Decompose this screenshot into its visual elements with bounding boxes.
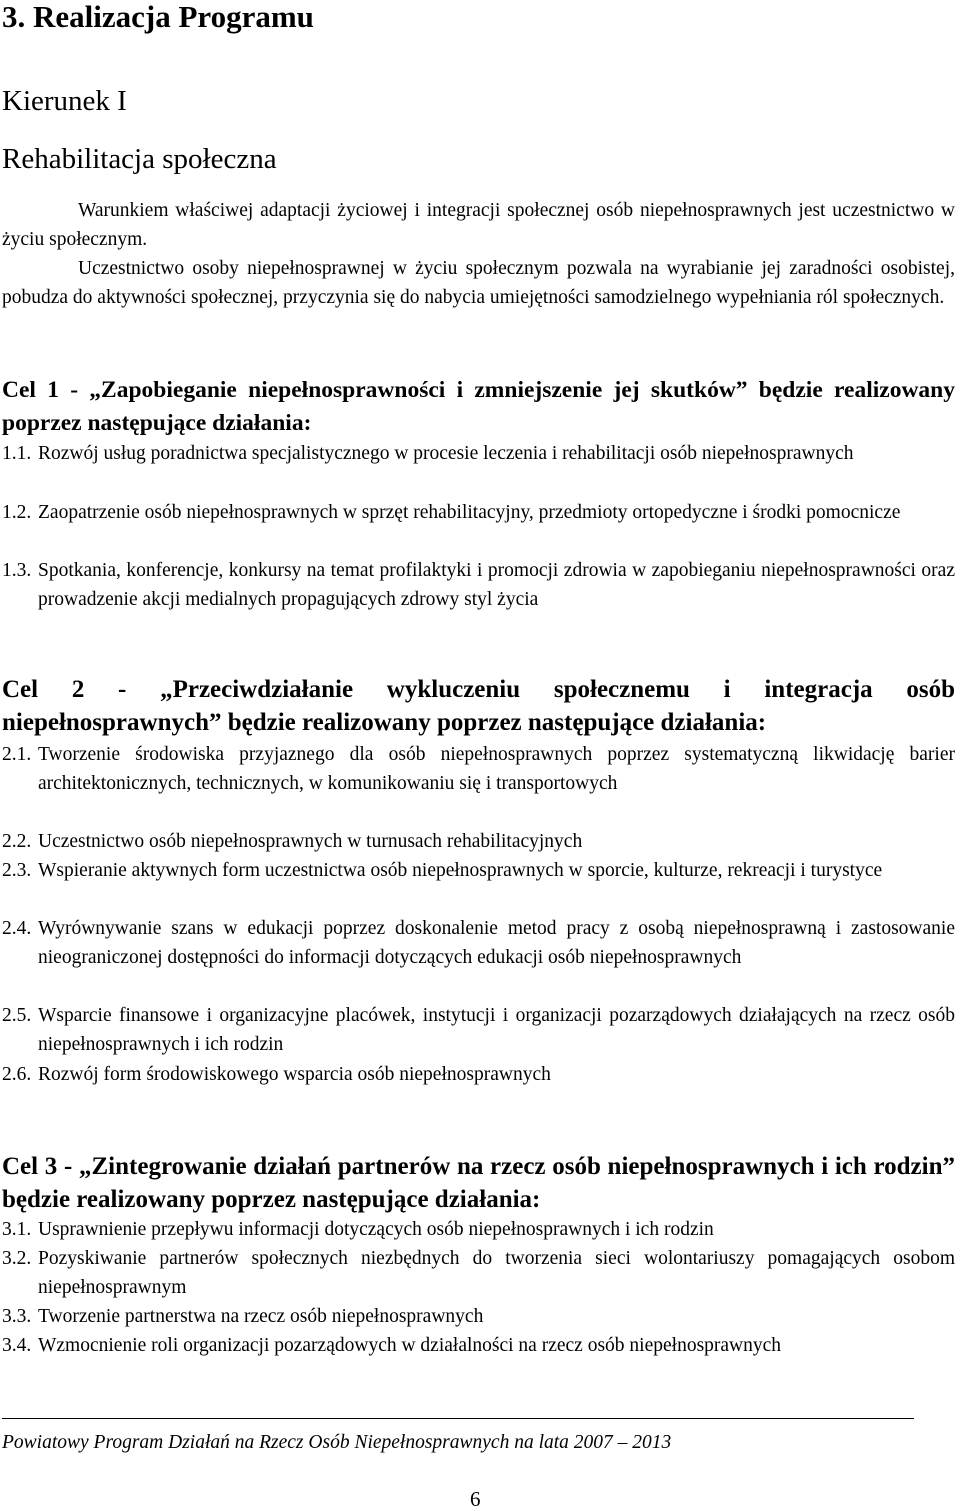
list-item: [2, 1244, 955, 1302]
list-item: [2, 1302, 955, 1331]
list-item: [2, 1215, 955, 1244]
list-item: [2, 914, 955, 972]
item-number: 1.2.: [2, 502, 32, 523]
goal-1-heading: Cel 1 - „Zapobieganie niepełnosprawności i zmniejszenie jej skutków” będzie realizowany poprzez następujące działania:: [2, 377, 955, 436]
item-text: Wsparcie finansowe i organizacyjne placówek, instytucji i organizacji pozarządowych działających na rzecz osób niepełnosprawnych i ich rodzin: [38, 1005, 955, 1055]
item-number: 1.3.: [2, 560, 32, 581]
page-number: 6: [470, 1487, 481, 1511]
list-item: [2, 556, 955, 614]
item-number: 2.4.: [2, 918, 32, 939]
footer-text: Powiatowy Program Działań na Rzecz Osób Niepełnosprawnych na lata 2007 – 2013: [2, 1432, 672, 1453]
item-number: 2.3.: [2, 860, 32, 881]
item-text: Uczestnictwo osób niepełnosprawnych w turnusach rehabilitacyjnych: [38, 831, 583, 852]
item-text: Wspieranie aktywnych form uczestnictwa osób niepełnosprawnych w sporcie, kulturze, rekreacji i turystyce: [38, 860, 883, 881]
item-text: Usprawnienie przepływu informacji dotyczących osób niepełnosprawnych i ich rodzin: [38, 1219, 714, 1240]
item-number: 2.2.: [2, 831, 32, 852]
list-item: [2, 498, 955, 527]
item-text: Rozwój form środowiskowego wsparcia osób niepełnosprawnych: [38, 1064, 551, 1085]
section-title: 3. Realizacja Programu: [2, 0, 314, 34]
list-item: [2, 827, 955, 856]
subtitle-heading: Rehabilitacja społeczna: [2, 143, 277, 175]
footer-divider: [2, 1418, 914, 1419]
list-item: [2, 740, 955, 798]
intro-paragraph-2: Uczestnictwo osoby niepełnosprawnej w życiu społecznym pozwala na wyrabianie jej zaradności osobistej, pobudza do aktywności społecznej, przyczynia się do nabycia umiejętności samodzielnego wypełniania ról społecznych.: [2, 258, 955, 308]
item-text: Pozyskiwanie partnerów społecznych niezbędnych do tworzenia sieci wolontariuszy pomagających osobom niepełnosprawnym: [38, 1248, 955, 1298]
item-number: 3.4.: [2, 1335, 32, 1356]
item-number: 2.6.: [2, 1064, 32, 1085]
item-number: 3.1.: [2, 1219, 32, 1240]
direction-heading: Kierunek I: [2, 85, 127, 117]
item-number: 3.3.: [2, 1306, 32, 1327]
list-item: [2, 439, 955, 468]
goal-3-heading: Cel 3 - „Zintegrowanie działań partnerów na rzecz osób niepełnosprawnych i ich rodzin” będzie realizowany poprzez następujące działania:: [2, 1153, 955, 1213]
list-item: [2, 1001, 955, 1059]
item-text: Tworzenie środowiska przyjaznego dla osób niepełnosprawnych poprzez systematyczną likwidację barier architektonicznych, technicznych, w komunikowaniu się i transportowych: [38, 744, 955, 794]
item-number: 2.1.: [2, 744, 32, 765]
list-item: [2, 856, 955, 885]
goal-2-heading: Cel 2 - „Przeciwdziałanie wykluczeniu społecznemu i integracja osób niepełnosprawnych” będzie realizowany poprzez następujące działania:: [2, 676, 955, 736]
item-text: Spotkania, konferencje, konkursy na temat profilaktyki i promocji zdrowia w zapobieganiu niepełnosprawności oraz prowadzenie akcji medialnych propagujących zdrowy styl życia: [38, 560, 955, 610]
intro-paragraph-1: Warunkiem właściwej adaptacji życiowej i integracji społecznej osób niepełnosprawnych jest uczestnictwo w życiu społecznym.: [2, 200, 955, 250]
item-text: Wzmocnienie roli organizacji pozarządowych w działalności na rzecz osób niepełnosprawnych: [38, 1335, 782, 1356]
item-number: 2.5.: [2, 1005, 32, 1026]
item-text: Tworzenie partnerstwa na rzecz osób niepełnosprawnych: [38, 1306, 484, 1327]
item-number: 1.1.: [2, 443, 32, 464]
item-text: Wyrównywanie szans w edukacji poprzez doskonalenie metod pracy z osobą niepełnosprawną i zastosowanie nieograniczonej dostępności do informacji dotyczących edukacji osób niepełnosprawnych: [38, 918, 955, 968]
item-text: Rozwój usług poradnictwa specjalistycznego w procesie leczenia i rehabilitacji osób niepełnosprawnych: [38, 443, 854, 464]
list-item: [2, 1331, 955, 1360]
item-text: Zaopatrzenie osób niepełnosprawnych w sprzęt rehabilitacyjny, przedmioty ortopedyczne i środki pomocnicze: [38, 502, 901, 523]
list-item: [2, 1060, 955, 1089]
item-number: 3.2.: [2, 1248, 32, 1269]
